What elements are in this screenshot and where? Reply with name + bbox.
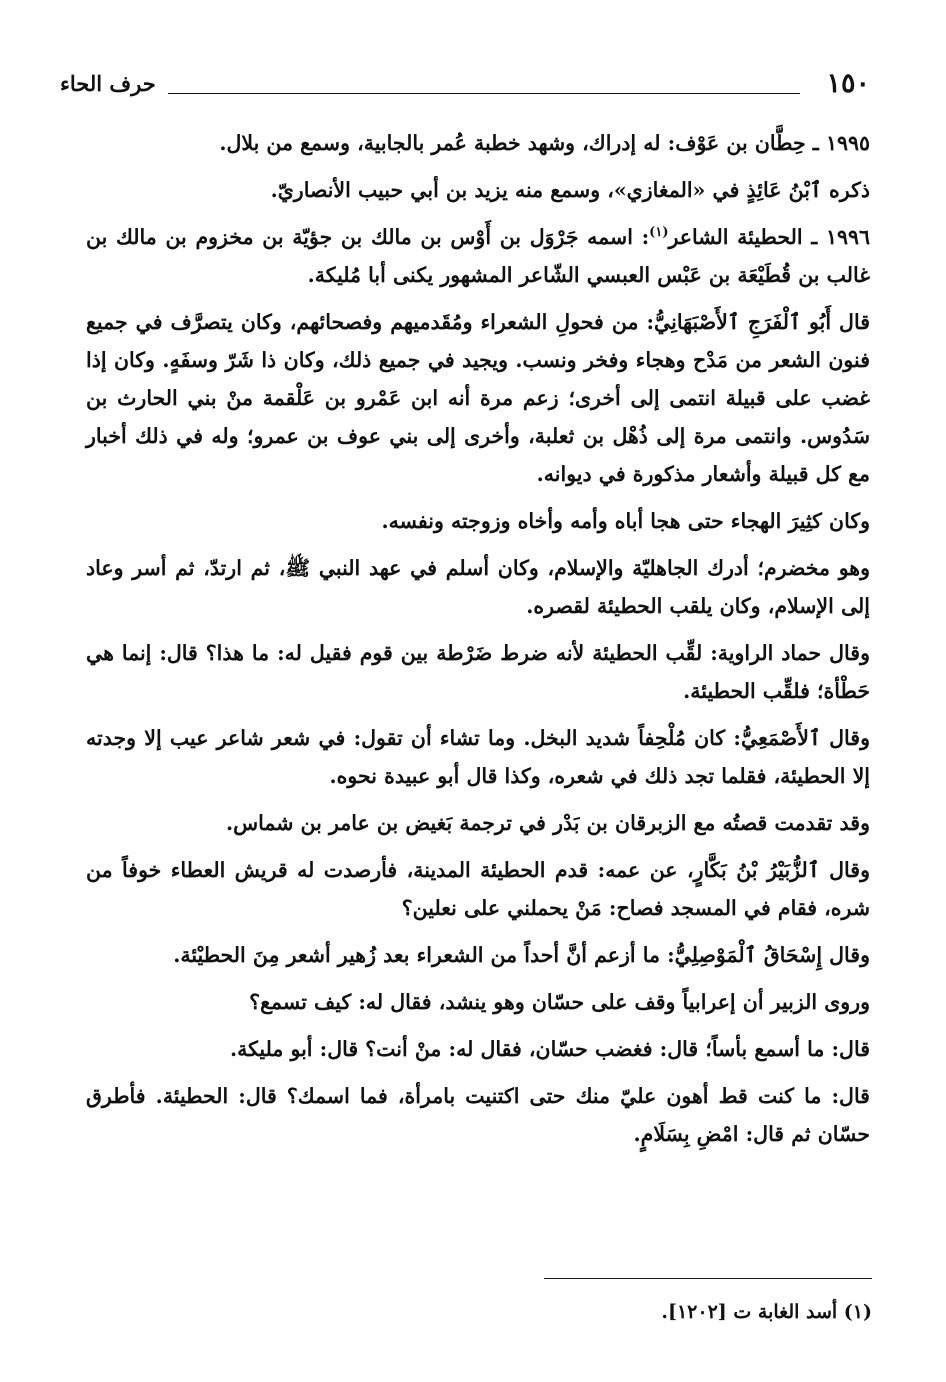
paragraph: وقال ٱلأَصْمَعِيُّ: كان مُلْحِفاً شديد البخل. وما تشاء أن تقول: في شعر شاعر عيب إلا وجدته إلا الحطيئة، فقلما تجد ذلك في شعره، وكذا قال أبو عبيدة نحوه. (86, 726, 870, 788)
footnote: (١) أسد الغابة ت [١٢٠٢]. (661, 1301, 872, 1323)
paragraph: قال: ما كنت قط أهون عليّ منك حتى اكتنيت بامرأة، فما اسمك؟ قال: الحطيئة. فأطرق حسّان ثم قال: امْضِ بِسَلَامٍ. (86, 1084, 870, 1146)
entry-1995 (86, 124, 870, 162)
paragraph: قال: ما أسمع بأساً؛ قال: فغضب حسّان، فقال له: منْ أنت؟ قال: أبو مليكة. (229, 1037, 870, 1061)
paragraph: قال أَبُو ٱلْفَرَجِ ٱلأَصْبَهَانِيُّ: من فحولِ الشعراء ومُقَدميهم وفصحائهم، وكان يتصرَّف في جميع فنون الشعر من مَدْح وهجاء وفخر ونسب. ويجيد في جميع ذلك، وكان ذا شَرّ وسفَهٍ. وكان إذا غضب على قبيلة انتمى إلى أخرى؛ زعم مرة أنه ابن عَمْرو بن عَلْقمة منْ بني الحارث بن سَدُوس. وانتمى مرة إلى ذُهْل بن ثعلبة، وأخرى إلى بني عوف بن عمرو؛ وله في ذلك أخبار مع كل قبيلة وأشعار مذكورة في ديوانه. (86, 310, 870, 486)
page-number: ١٥٠ (826, 68, 870, 99)
header-rule (168, 93, 800, 94)
entry-number: ١٩٩٦ ـ (811, 225, 870, 249)
entry-text: : اسمه جَرْوَل بن أَوْس بن مالك بن جؤيّة بن مخزوم بن مالك بن غالب بن قُطَيْعَة بن عَبْس العبسي الشّاعر المشهور يكنى أبا مُليكة. (86, 225, 870, 287)
entry-number: ١٩٩٥ ـ (812, 131, 870, 155)
paragraph: وقال حماد الراوية: لقِّب الحطيئة لأنه ضرط ضَرْطة بين قوم فقيل له: ما هذا؟ قال: إنما هي حَطْأة؛ فلقِّب الحطيئة. (86, 641, 870, 703)
paragraph: وقال إِسْحَاقُ ٱلْمَوْصِلِيُّ: ما أزعم أنَّ أحداً من الشعراء بعد زُهير أشعر مِنَ الحطيْئة. (173, 943, 870, 967)
paragraph: وكان كثِيرَ الهجاء حتى هجا أباه وأمه وأخاه وزوجته ونفسه. (381, 509, 870, 533)
entry-1996 (86, 218, 870, 294)
paragraph: وروى الزبير أن إعرابياً وقف على حسّان وهو ينشد، فقال له: كيف تسمع؟ (249, 990, 870, 1014)
entry-name: الحطيئة الشاعر (668, 225, 803, 249)
footnote-rule (544, 1278, 872, 1279)
paragraph: وقد تقدمت قصتُه مع الزبرقان بن بَدْر في ترجمة بَغيض بن عامر بن شماس. (225, 811, 870, 835)
paragraph: وهو مخضرم؛ أدرك الجاهليّة والإسلام، وكان أسلم في عهد النبي ﷺ، ثم ارتدّ، ثم أسر وعاد إلى الإسلام، وكان يلقب الحطيئة لقصره. (86, 556, 870, 618)
page-header (60, 66, 870, 106)
entry-text: له إدراك، وشهد خطبة عُمر بالجابية، وسمع من بلال. (219, 131, 668, 155)
main-text (86, 124, 870, 1162)
entry-name: حِطَّان بن عَوْف: (667, 131, 806, 155)
footnote-reference: (١) (649, 225, 669, 241)
paragraph: ذكره ٱبْنُ عَائِذٍ في «المغازي»، وسمع منه يزيد بن أبي حبيب الأنصاريّ. (270, 178, 870, 202)
running-title: حرف الحاء (60, 71, 156, 96)
paragraph: وقال ٱلزُّبَيْرُ بْنُ بَكَّارٍ، عن عمه: قدم الحطيئة المدينة، فأرصدت له قريش العطاء خوفاً من شره، فقام في المسجد فصاح: مَنْ يحملني على نعلين؟ (86, 858, 870, 920)
